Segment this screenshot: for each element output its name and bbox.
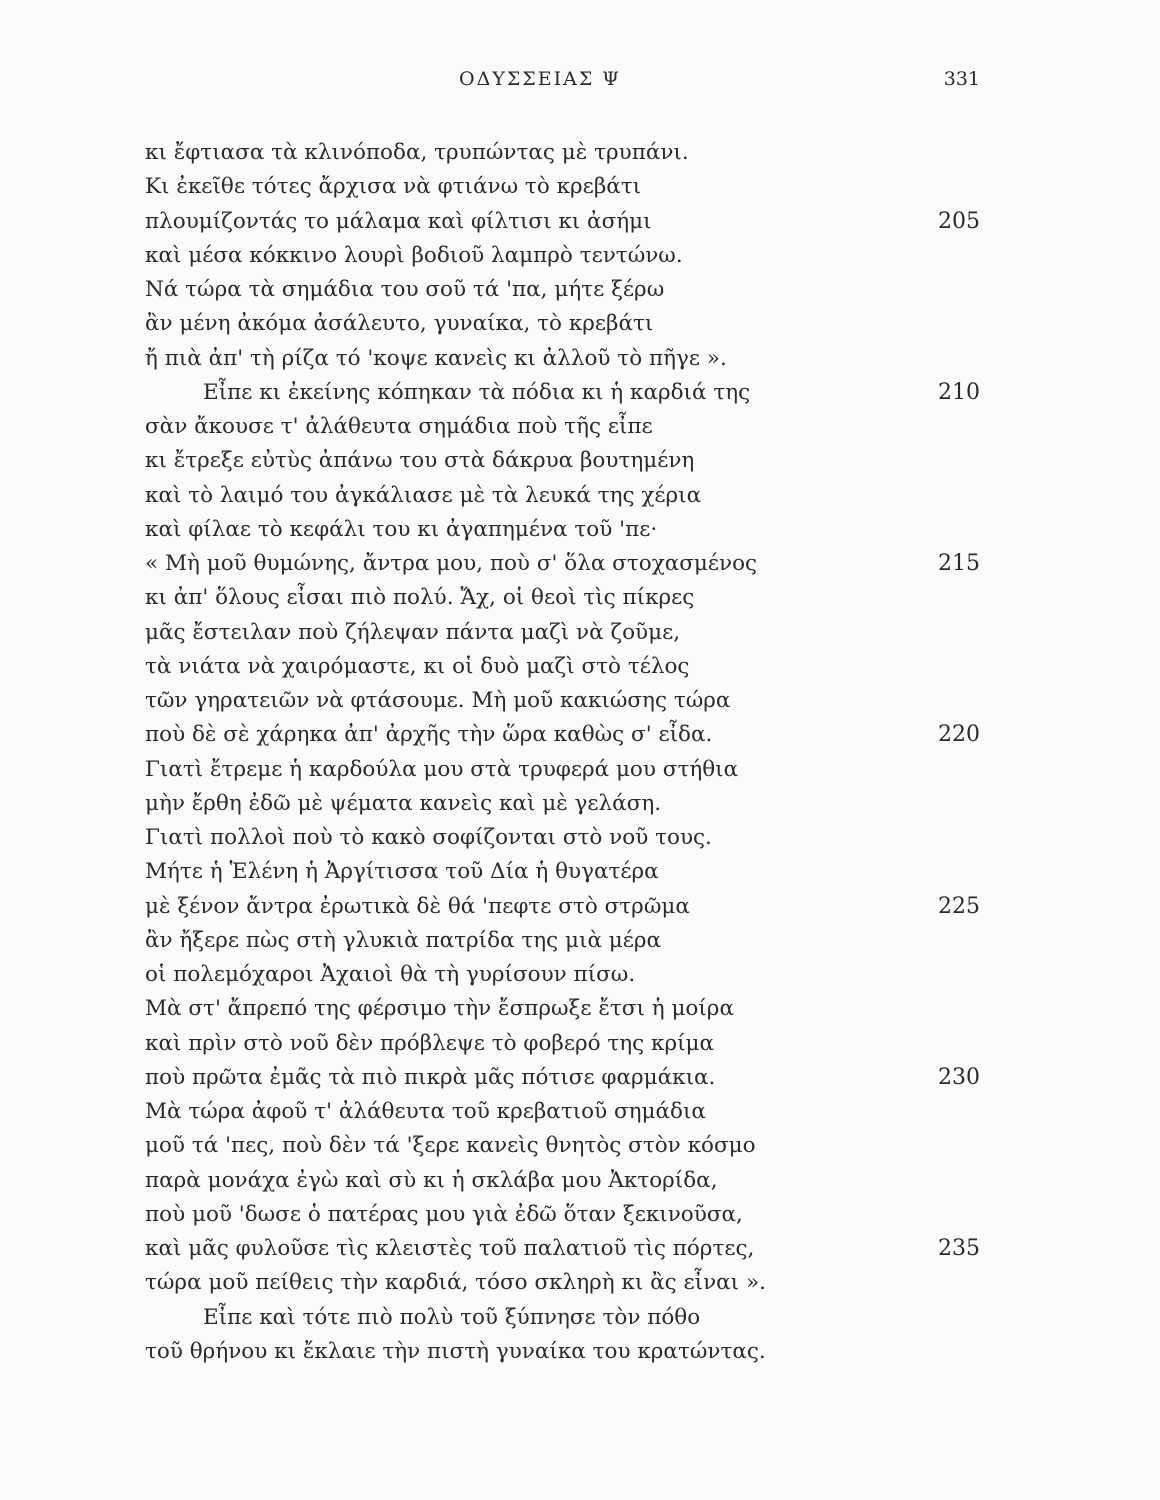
line-number: 230 [938,1064,980,1090]
verse-text: καὶ φίλαε τὸ κεφάλι του κι ἀγαπημένα τοῦ 'πε· [145,516,658,542]
verse-text: ποὺ πρῶτα ἐμᾶς τὰ πιὸ πικρὰ μᾶς πότισε φαρμάκια. [145,1064,716,1090]
verse-line [145,376,1005,410]
verse-line [145,1335,1005,1369]
verse-text: Νά τώρα τὰ σημάδια του σοῦ τά 'πα, μήτε ξέρω [145,277,665,302]
verse-line [145,273,1005,307]
verse-text: κι ἀπ' ὅλους εἶσαι πιὸ πολύ. Ἄχ, οἱ θεοὶ τὶς πίκρες [145,585,695,611]
verse-line [145,1027,1005,1061]
verse-line [145,1164,1005,1198]
verse-text: ἂν ἤξερε πὼς στὴ γλυκιὰ πατρίδα της μιὰ μέρα [145,927,662,953]
verse-line [145,170,1005,204]
verse-text: ἂν μένη ἀκόμα ἀσάλευτο, γυναίκα, τὸ κρεβάτι [145,311,654,337]
verse-text: « Μὴ μοῦ θυμώνης, ἄντρα μου, ποὺ σ' ὅλα στοχασμένος [145,551,758,576]
verse-line [145,650,1005,684]
verse-line [145,890,1005,924]
verse-line [145,444,1005,478]
verse-line [145,547,1005,581]
verse-text: πλουμίζοντάς το μάλαμα καὶ φίλτισι κι ἀσήμι [145,208,652,234]
verse-line [145,307,1005,341]
verse-text: Γιατὶ πολλοὶ ποὺ τὸ κακὸ σοφίζονται στὸ νοῦ τους. [145,825,712,850]
verse-text: παρὰ μονάχα ἐγὼ καὶ σὺ κι ἡ σκλάβα μου Ἀκτορίδα, [145,1167,718,1193]
line-number: 205 [938,208,980,234]
verse-text: τῶν γηρατειῶν νὰ φτάσουμε. Μὴ μοῦ κακιώσης τώρα [145,688,731,713]
verse-text: μὲ ξένον ἄντρα ἐρωτικὰ δὲ θά 'πεφτε στὸ στρῶμα [145,893,690,919]
verse-text: κι ἔτρεξε εὐτὺς ἀπάνω του στὰ δάκρυα βουτημένη [145,448,695,474]
verse-text: τώρα μοῦ πείθεις τὴν καρδιά, τόσο σκληρὴ κι ἂς εἶναι ». [145,1270,766,1296]
verse-line [145,855,1005,889]
line-number: 225 [938,893,980,919]
verse-line [145,1198,1005,1232]
verse-text: Εἶπε καὶ τότε πιὸ πολὺ τοῦ ξύπνησε τὸν πόθο [203,1304,701,1330]
verse-line [145,992,1005,1026]
verse-line [145,1301,1005,1335]
line-number: 235 [938,1236,980,1261]
verse-text: Εἶπε κι ἐκείνης κόπηκαν τὰ πόδια κι ἡ καρδιά της [203,379,751,405]
verse-text: μᾶς ἔστειλαν ποὺ ζήλεψαν πάντα μαζὶ νὰ ζοῦμε, [145,619,681,645]
verse-line [145,1095,1005,1129]
verse-line [145,753,1005,787]
verse-line [145,821,1005,855]
verse-text: καὶ μᾶς φυλοῦσε τὶς κλειστὲς τοῦ παλατιοῦ τὶς πόρτες, [145,1236,755,1261]
verse-text: κι ἔφτιασα τὰ κλινόποδα, τρυπώντας μὲ τρυπάνι. [145,140,689,165]
line-number: 215 [938,551,980,576]
verse-text: σὰν ἄκουσε τ' ἀλάθευτα σημάδια ποὺ τῆς εἶπε [145,414,653,439]
verse-text: μὴν ἔρθη ἐδῶ μὲ ψέματα κανεὶς καὶ μὲ γελάση. [145,790,662,816]
verse-text: Μὰ τώρα ἀφοῦ τ' ἀλάθευτα τοῦ κρεβατιοῦ σημάδια [145,1099,706,1124]
verse-text: καὶ πρὶν στὸ νοῦ δὲν πρόβλεψε τὸ φοβερό της κρίμα [145,1030,715,1056]
verse-line [145,616,1005,650]
verse-line [145,581,1005,615]
verse-text: τοῦ θρήνου κι ἔκλαιε τὴν πιστὴ γυναίκα του κρατώντας. [145,1338,766,1364]
verse-text: Μήτε ἡ Ἑλένη ἡ Ἀργίτισσα τοῦ Δία ἡ θυγατέρα [145,859,659,885]
line-number: 220 [938,722,980,748]
verse-line [145,718,1005,752]
verse-text: ποὺ μοῦ 'δωσε ὁ πατέρας μου γιὰ ἐδῶ ὅταν ξεκινοῦσα, [145,1201,743,1227]
verse-line [145,924,1005,958]
verse-line [145,684,1005,718]
verse-line [145,205,1005,239]
verse-line [145,958,1005,992]
verse-text: Γιατὶ ἔτρεμε ἡ καρδούλα μου στὰ τρυφερά μου στήθια [145,756,739,782]
verse-text: καὶ τὸ λαιμό του ἀγκάλιασε μὲ τὰ λευκά της χέρια [145,482,702,508]
line-number: 210 [938,379,980,405]
verse-line [145,513,1005,547]
verse-line [145,1232,1005,1266]
verse-line [145,136,1005,170]
page-title: ΟΔΥΣΣΕΙΑΣ Ψ [459,68,621,90]
verse-text: ποὺ δὲ σὲ χάρηκα ἀπ' ἀρχῆς τὴν ὥρα καθὼς σ' εἶδα. [145,722,713,748]
verse-text: Κι ἐκεῖθε τότες ἄρχισα νὰ φτιάνω τὸ κρεβάτι [145,174,642,200]
poem-text [145,136,1005,1369]
verse-line [145,1129,1005,1163]
verse-text: μοῦ τά 'πες, ποὺ δὲν τά 'ξερε κανεὶς θνητὸς στὸν κόσμο [145,1133,756,1159]
verse-line [145,787,1005,821]
verse-line [145,410,1005,444]
page-number: 331 [943,68,980,90]
verse-text: Μὰ στ' ἄπρεπό της φέρσιμο τὴν ἔσπρωξε ἔτσι ἡ μοίρα [145,996,734,1022]
verse-line [145,342,1005,376]
verse-line [145,1266,1005,1300]
verse-line [145,239,1005,273]
verse-text: ἤ πιὰ ἀπ' τὴ ρίζα τό 'κοψε κανεὶς κι ἀλλοῦ τὸ πῆγε ». [145,345,727,371]
verse-text: οἱ πολεμόχαροι Ἀχαιοὶ θὰ τὴ γυρίσουν πίσω. [145,962,636,987]
verse-text: τὰ νιάτα νὰ χαιρόμαστε, κι οἱ δυὸ μαζὶ στὸ τέλος [145,653,690,679]
verse-text: καὶ μέσα κόκκινο λουρὶ βοδιοῦ λαμπρὸ τεντώνω. [145,242,683,268]
running-header [0,68,1160,98]
verse-line [145,1061,1005,1095]
verse-line [145,479,1005,513]
